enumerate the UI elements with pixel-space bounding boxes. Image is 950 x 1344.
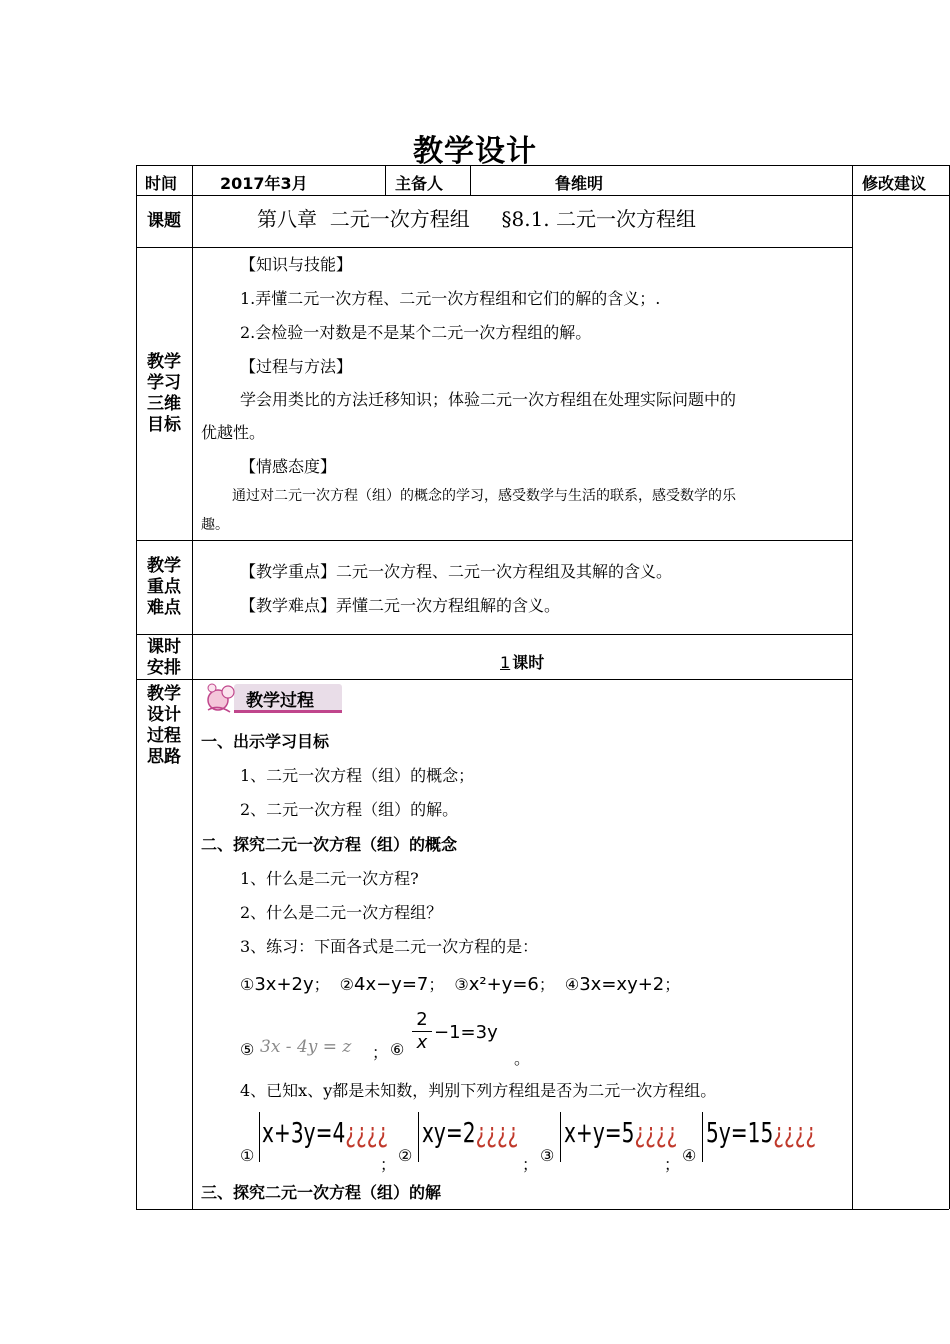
system-1-num: ① [240,1146,255,1165]
equation-5-num: ⑤ [240,1040,255,1059]
banner-title: 教学过程 [246,691,314,711]
system-3: x+y=5¿¿¿¿ [564,1116,678,1149]
question-1: 1、什么是二元一次方程? [240,869,419,888]
time-label: 时间 [145,174,178,193]
objectives-label: 教学 学习 三维 目标 [147,352,181,435]
page-title: 教学设计 [413,134,537,169]
preparer-value: 鲁维明 [555,174,604,193]
class-hours-unit: 课时 [512,653,545,672]
time-value: 2017年3月 [220,174,308,193]
system-4: 5y=15¿¿¿¿ [706,1116,817,1149]
section-1-item-1: 1、二元一次方程（组）的概念； [240,766,475,785]
teaching-focus: 【教学重点】二元一次方程、二元一次方程组及其解的含义。 [240,562,673,581]
emotion-heading: 【情感态度】 [240,457,337,476]
system-2-brace [418,1112,419,1162]
equation-4-num: ④ [564,975,580,994]
equation-5: 3x - 4y = z [260,1037,352,1057]
equation-4: 3x=xy+2 [579,974,665,995]
systems-row: ① x+3y=4¿¿¿¿ ； ② xy=2¿¿¿¿ ； ③ x+y=5¿¿¿¿ ； ④ 5y=15¿¿¿¿ [240,1110,840,1170]
suggestion-label: 修改建议 [862,174,927,193]
schedule-label: 课时 安排 [147,637,181,678]
system-4-brace [702,1112,703,1162]
class-hours [494,650,544,673]
teaching-process-banner [204,680,344,718]
section-3-heading: 三、探究二元一次方程（组）的解 [201,1183,442,1202]
equation-3-num: ③ [454,975,469,994]
knowledge-heading: 【知识与技能】 [240,255,353,274]
knowledge-item-1: 1.弄懂二元一次方程、二元一次方程组和它们的解的含义；. [240,289,661,308]
equation-3: x²+y=6 [468,974,539,995]
system-2: xy=2¿¿¿¿ [422,1116,519,1149]
process-heading: 【过程与方法】 [240,357,353,376]
question-2: 2、什么是二元一次方程组？ [240,903,443,922]
equation-6-num: ⑥ [390,1040,405,1059]
equation-6-fraction: 2 x [412,1010,432,1053]
equation-1: 3x+2y [254,974,314,995]
key-points-label: 教学 重点 难点 [147,556,181,618]
teaching-difficulty: 【教学难点】弄懂二元一次方程组解的含义。 [240,596,561,615]
knowledge-item-2: 2.会检验一对数是不是某个二元一次方程组的解。 [240,323,592,342]
question-4: 4、已知x、y都是未知数，判别下列方程组是否为二元一次方程组。 [240,1081,717,1100]
topic-label: 课题 [147,211,181,231]
process-item-line2: 优越性。 [201,423,266,442]
process-label: 教学 设计 过程 思路 [147,684,181,767]
equation-row-1: ①3x+2y； ②4x−y=7； ③x²+y=6； ④3x=xy+2； [240,974,681,995]
system-3-num: ③ [540,1146,555,1165]
class-hours-number: 1 [500,653,511,672]
equation-2: 4x−y=7 [354,974,429,995]
section-1-item-2: 2、二元一次方程（组）的解。 [240,800,459,819]
system-1-brace [259,1112,260,1162]
topic-value: 第八章 二元一次方程组 §8.1. 二元一次方程组 [257,207,697,231]
equation-6: −1=3y [434,1022,498,1043]
system-3-brace [560,1112,561,1162]
section-1-heading: 一、出示学习目标 [201,732,330,751]
system-2-num: ② [398,1146,413,1165]
system-4-num: ④ [682,1146,697,1165]
emotion-item-line2: 趣。 [201,517,229,533]
process-item-line1: 学会用类比的方法迁移知识；体验二元一次方程组在处理实际问题中的 [240,390,737,409]
section-2-heading: 二、探究二元一次方程（组）的概念 [201,835,458,854]
question-3: 3、练习：下面各式是二元一次方程的是： [240,937,539,956]
preparer-label: 主备人 [395,174,444,193]
equation-2-num: ② [339,975,354,994]
system-1: x+3y=4¿¿¿¿ [262,1116,389,1149]
equation-1-num: ① [240,975,255,994]
emotion-item-line1: 通过对二元一次方程（组）的概念的学习，感受数学与生活的联系，感受数学的乐 [232,488,736,504]
